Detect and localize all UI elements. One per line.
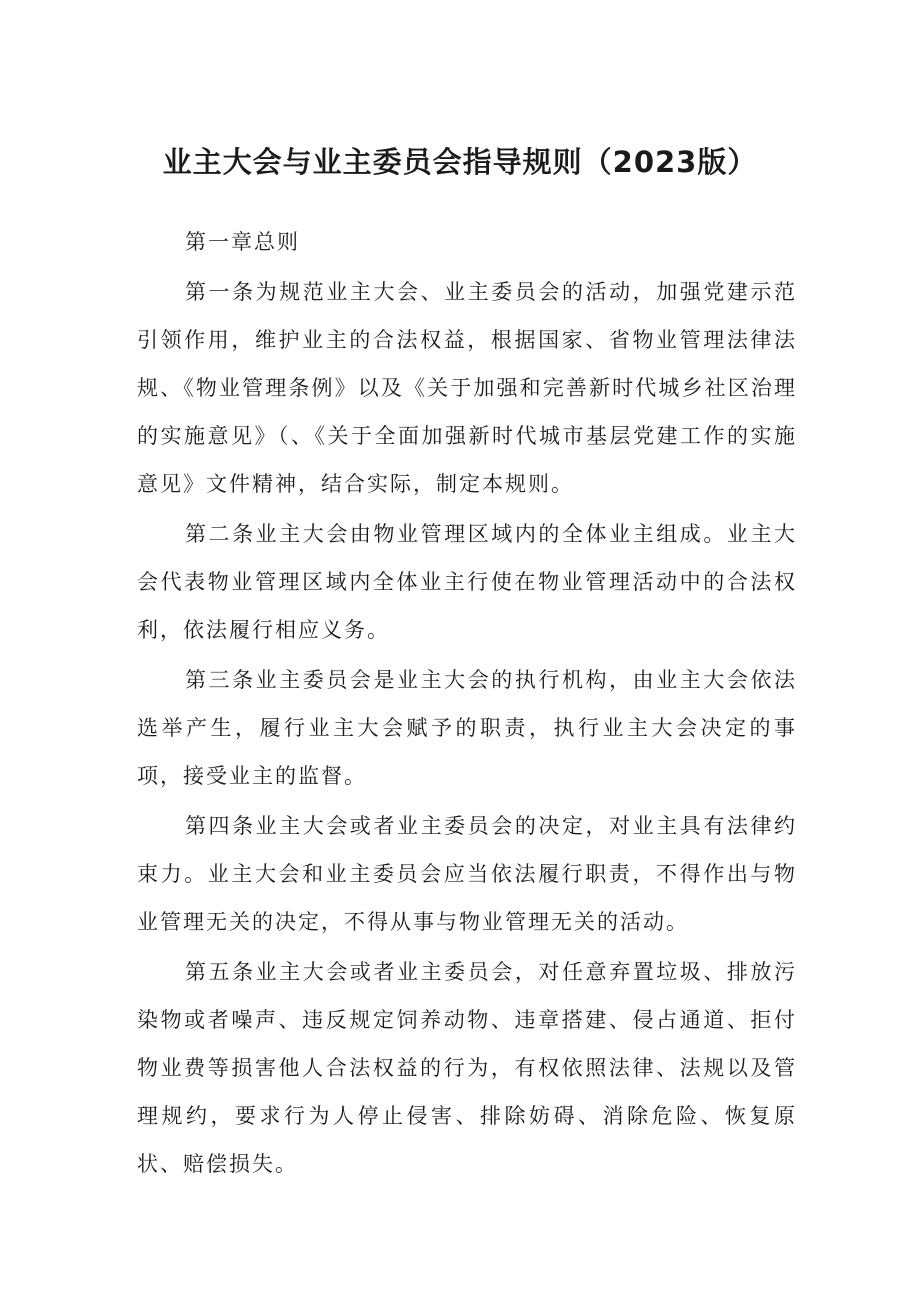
document-body — [137, 218, 797, 1188]
article-1: 第一条为规范业主大会、业主委员会的活动，加强党建示范引领作用，维护业主的合法权益，根据国家、省物业管理法律法规、《物业管理条例》以及《关于加强和完善新时代城乡社区治理的实施意见》（、《关于全面加强新时代城市基层党建工作的实施意见》文件精神，结合实际，制定本规则。 — [137, 280, 797, 496]
article-4: 第四条业主大会或者业主委员会的决定，对业主具有法律约束力。业主大会和业主委员会应当依法履行职责，不得作出与物业管理无关的决定，不得从事与物业管理无关的活动。 — [137, 814, 797, 934]
document-title: 业主大会与业主委员会指导规则（2023版） — [162, 145, 758, 179]
chapter-heading: 第一章总则 — [185, 230, 300, 254]
article-5: 第五条业主大会或者业主委员会，对任意弃置垃圾、排放污染物或者噪声、违反规定饲养动物、违章搭建、侵占通道、拒付物业费等损害他人合法权益的行为，有权依照法律、法规以及管理规约，要求行为人停止侵害、排除妨碍、消除危险、恢复原状、赔偿损失。 — [137, 960, 797, 1176]
article-2: 第二条业主大会由物业管理区域内的全体业主组成。业主大会代表物业管理区域内全体业主行使在物业管理活动中的合法权利，依法履行相应义务。 — [137, 522, 797, 642]
article-3: 第三条业主委员会是业主大会的执行机构，由业主大会依法选举产生，履行业主大会赋予的职责，执行业主大会决定的事项，接受业主的监督。 — [137, 668, 797, 788]
